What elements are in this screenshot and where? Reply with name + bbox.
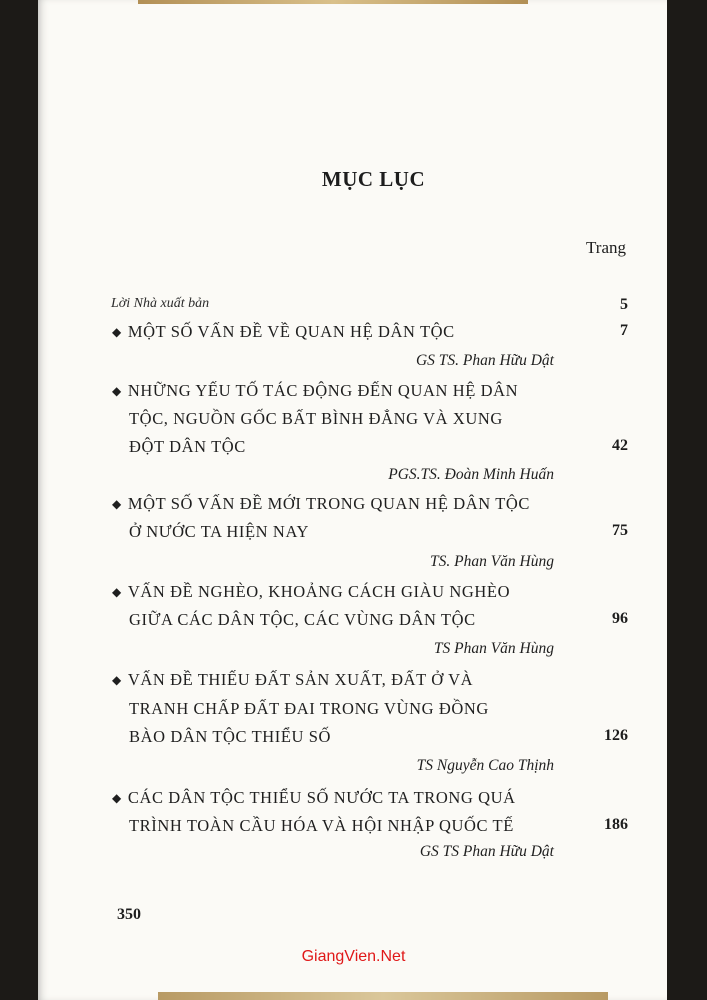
entry-6-author: GS TS Phan Hữu Dật (419, 843, 554, 860)
entry-2-author: PGS.TS. Đoàn Minh Huấn (388, 466, 554, 483)
entry-6-line-1: ◆ CÁC DÂN TỘC THIỂU SỐ NƯỚC TA TRONG QUÁ (112, 788, 516, 807)
entry-1-line-1: ◆ MỘT SỐ VẤN ĐỀ VỀ QUAN HỆ DÂN TỘC (112, 322, 455, 341)
entry-3-author: TS. Phan Văn Hùng (430, 553, 554, 570)
entry-3-line-1: ◆ MỘT SỐ VẤN ĐỀ MỚI TRONG QUAN HỆ DÂN TỘC (112, 494, 530, 513)
entry-2-line-2: TỘC, NGUỒN GỐC BẤT BÌNH ĐẲNG VÀ XUNG (129, 409, 503, 428)
entry-2-line-1: ◆ NHỮNG YẾU TỐ TÁC ĐỘNG ĐẾN QUAN HỆ DÂN (112, 381, 519, 400)
entry-1-author: GS TS. Phan Hữu Dật (415, 352, 554, 369)
entry-3-page: 75 (612, 522, 628, 539)
bottom-edge-strip (158, 992, 608, 1000)
watermark: GiangVien.Net (301, 948, 406, 965)
entry-5-page: 126 (604, 727, 628, 744)
bullet-icon: ◆ (112, 497, 122, 511)
entry-1-page: 7 (620, 322, 628, 339)
top-edge-strip (138, 0, 528, 4)
entry-4-line-2: GIỮA CÁC DÂN TỘC, CÁC VÙNG DÂN TỘC (129, 610, 476, 629)
entry-4-page: 96 (612, 610, 628, 627)
page-number: 350 (117, 906, 141, 923)
entry-2-line-3: ĐỘT DÂN TỘC (129, 437, 246, 456)
entry-5-line-3: BÀO DÂN TỘC THIỂU SỐ (129, 727, 332, 746)
page-column-label: Trang (586, 238, 626, 257)
entry-4-author: TS Phan Văn Hùng (433, 640, 554, 657)
entry-5-author: TS Nguyễn Cao Thịnh (416, 757, 554, 774)
bullet-icon: ◆ (112, 384, 122, 398)
entry-3-line-2: Ở NƯỚC TA HIỆN NAY (129, 522, 309, 541)
bullet-icon: ◆ (112, 673, 122, 687)
bullet-icon: ◆ (112, 791, 122, 805)
entry-5-line-2: TRANH CHẤP ĐẤT ĐAI TRONG VÙNG ĐỒNG (129, 699, 489, 718)
bullet-icon: ◆ (112, 585, 122, 599)
bullet-icon: ◆ (112, 325, 122, 339)
intro-label: Lời Nhà xuất bản (111, 296, 210, 311)
entry-2-page: 42 (612, 437, 628, 454)
intro-page: 5 (620, 296, 628, 313)
entry-6-line-2: TRÌNH TOÀN CẦU HÓA VÀ HỘI NHẬP QUỐC TẾ (129, 816, 514, 835)
entry-6-page: 186 (604, 816, 628, 833)
toc-title: MỤC LỤC (321, 167, 426, 191)
entry-5-line-1: ◆ VẤN ĐỀ THIẾU ĐẤT SẢN XUẤT, ĐẤT Ở VÀ (112, 670, 474, 689)
entry-4-line-1: ◆ VẤN ĐỀ NGHÈO, KHOẢNG CÁCH GIÀU NGHÈO (112, 582, 511, 601)
